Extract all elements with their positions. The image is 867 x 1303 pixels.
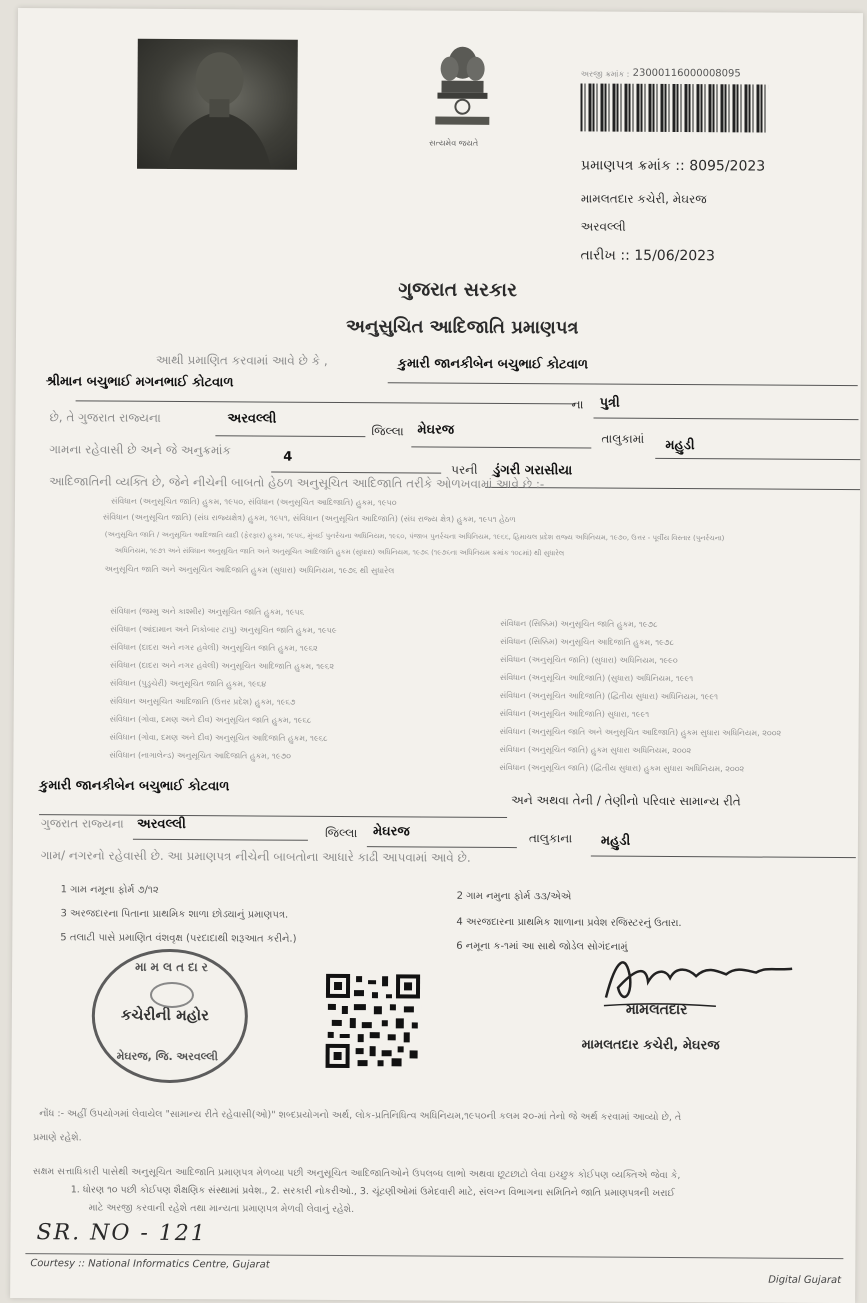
- order-right: સંવિધાન (સિક્કિમ) અનુસૂચિત જાતિ હુકમ, ૧૯૭૮: [500, 618, 658, 629]
- tribe-label: પરની: [451, 462, 478, 477]
- taluka-value: મેઘરજ: [417, 422, 455, 438]
- document-item: 3 અરજદારના પિતાના પ્રાથમિક શાળા છોડ્યાનું પ્રમાણપત્ર.: [60, 908, 289, 921]
- document-item: 4 અરજદારના પ્રાથમિક શાળાના પ્રવેશ રજિસ્ટરનું ઉતારા.: [456, 916, 682, 930]
- fine-print-line: સંવિધાન (અનુસૂચિત જાતિ) હુકમ, ૧૯૫૦, સંવિધાન (અનુસૂચિત આદિજાતિ) હુકમ, ૧૯૫૦: [110, 496, 397, 508]
- qr-code: [324, 972, 423, 1071]
- national-emblem-icon: [427, 41, 498, 151]
- district-label: જિલ્લા: [371, 424, 404, 439]
- order-left: સંવિધાન (નાગાલેન્ડ) અનુસૂચિત આદિજાતિ હુકમ, ૧૯૭૦: [109, 750, 291, 761]
- order-right: સંવિધાન (સિક્કિમ) અનુસૂચિત આદિજાતિ હુકમ, ૧૯૭૮: [500, 636, 674, 648]
- family-text: અને અથવા તેની / તેણીનો પરિવાર સામાન્ય રીતે: [511, 793, 741, 809]
- certificate-title: અનુસુચિત આદિજાતિ પ્રમાણપત્ર: [345, 316, 579, 339]
- residence-district-label: જિલ્લા: [324, 825, 358, 841]
- state-prefix: છે, તે ગુજરાત રાજ્યના: [49, 410, 161, 425]
- order-right: સંવિધાન (અનુસૂચિત આદિજાતિ) (દ્વિતીય સુધારા) અધિનિયમ, ૧૯૯૧: [499, 690, 719, 702]
- residence-taluka: મેઘરજ: [372, 824, 410, 840]
- relation: પુત્રી: [599, 395, 620, 411]
- footer-brand: Digital Gujarat: [768, 1274, 842, 1287]
- order-left: સંવિધાન (આંદામાન અને નિકોબાર ટાપુ) અનુસૂચિત જાતિ હુકમ, ૧૯૫૯: [110, 624, 337, 635]
- fine-print-line: (અનુસૂચિત જાતિ / અનુસૂચિત આદિજાતિ યાદી (ફેરફાર) હુકમ, ૧૯૫૬, મુંબઈ પુનર્રચના અધિનિયમ, ૧૯૬૦, પંજાબ પુનર્રચના અધિનિયમ, ૧૯૬૬, હિમાચલ પ્રદેશ રાજ્ય અધિનિયમ, ૧૯૭૦, ઉત્તર - પૂર્વીય વિસ્તાર (પુનર્રચના): [104, 530, 725, 543]
- anukram-prefix: ગામના રહેવાસી છે અને જે અનુક્રમાંક: [49, 442, 231, 458]
- district-value: અરવલ્લી: [227, 411, 277, 427]
- office-seal-stamp: [91, 948, 248, 1083]
- handwritten-serial-number: SR. NO - 121: [36, 1220, 207, 1247]
- note-text: નોંધ :- અહીં ઉપયોગમાં લેવાયેલ "સામાન્ય રીતે રહેવાસી(ઓ)" શબ્દપ્રયોગનો અર્થ, લોક-પ્રતિનિધિત્વ અધિનિયમ,૧૯૫૦ની કલમ ૨૦-માં તેનો જે અર્થ કરવામાં આવ્યો છે, તે: [39, 1108, 682, 1124]
- order-left: સંવિધાન (પુડુચેરી) અનુસૂચિત જાતિ હુકમ, ૧૯૬૪: [109, 678, 267, 689]
- note-text: પ્રમાણે રહેશે.: [33, 1132, 82, 1144]
- certificate-number: પ્રમાણપત્ર ક્રમાંક :: 8095/2023: [580, 157, 766, 175]
- na-label: ના: [571, 397, 584, 412]
- order-right: સંવિધાન (અનુસૂચિત આદિજાતિ) સુધારા, ૧૯૯૧: [499, 708, 650, 719]
- stamp-center-text: કચેરીની મહોર: [120, 1005, 209, 1025]
- stamp-top-text: મામલતદાર: [135, 959, 212, 975]
- officer-title: મામલતદાર: [625, 1001, 688, 1019]
- parent-name: શ્રીમાન બચુભાઈ મગનભાઈ કોટવાળ: [45, 374, 234, 391]
- barcode: [580, 83, 768, 132]
- order-left: સંવિધાન (દાદરા અને નગર હવેલી) અનુસૂચિત આદિજાતિ હુકમ, ૧૯૬૨: [109, 660, 335, 671]
- holder-name: કુમારી જાનકીબેન બચુભાઈ કોટવાળ: [397, 356, 589, 373]
- order-right: સંવિધાન (અનુસૂચિત જાતિ) (દ્વિતીય સુધારા) હુકમ સુધારા અધિનિયમ, ૨૦૦૨: [499, 762, 745, 774]
- statement-text: આદિજાતિની વ્યક્તિ છે, જેને નીચેની બાબતો હેઠળ અનુસૂચિત આદિજાતિ તરીકે ઓળખવામાં આવે છે :-: [49, 474, 545, 492]
- village-value: મહુડી: [665, 437, 695, 454]
- note-text: સક્ષમ સત્તાધિકારી પાસેથી અનુસૂચિત આદિજાતિ પ્રમાણપત્ર મેળવ્યા પછી અનુસૂચિત આદિજાતિઓને ઉપલબ્ધ લાભો અથવા છૂટછાટો લેવા ઇચ્છુક કોઈપણ વ્યક્તિએ જેવા કે,: [32, 1166, 681, 1182]
- order-right: સંવિધાન (અનુસૂચિત જાતિ અને અનુસૂચિત આદિજાતિ) હુકમ સુધારા અધિનિયમ, ૨૦૦૨: [499, 726, 782, 738]
- residence-taluka-label: તાલુકાના: [528, 831, 573, 846]
- tribe-value: ડુંગરી ગરાસીયા: [493, 462, 573, 479]
- document-item: 5 તલાટી પાસે પ્રમાણિત વંશવૃક્ષ (પરદાદાથી શરૂઆત કરીને.): [60, 932, 297, 945]
- document-item: 2 ગામ નમુના ફોર્મ ૩૩/એએ: [456, 890, 572, 903]
- fine-print-line: સંવિધાન (અનુસૂચિત જાતિ) (સંઘ રાજ્યક્ષેત્ર) હુકમ, ૧૯૫૧, સંવિધાન (અનુસૂચિત આદિજાતિ) (સંઘ રાજ્ય ક્ષેત્ર) હુકમ, ૧૯૫૧ હેઠળ: [102, 512, 516, 525]
- officer-office: મામલતદાર કચેરી, મેઘરજ: [581, 1037, 720, 1054]
- order-right: સંવિધાન (અનુસૂચિત આદિજાતિ) (સુધારા) અધિનિયમ, ૧૯૯૧: [499, 672, 694, 684]
- stamp-bottom-text: મેઘરજ, જિ. અરવલ્લી: [116, 1049, 218, 1064]
- order-right: સંવિધાન (અનુસૂચિત જાતિ) હુકમ સુધારા અધિનિયમ, ૨૦૦૨: [499, 744, 692, 756]
- order-left: સંવિધાન અનુસૂચિત આદિજાતિ (ઉત્તર પ્રદેશ) હુકમ, ૧૯૬૭: [109, 696, 296, 707]
- order-left: સંવિધાન (જમ્મુ અને કાશ્મીર) અનુસૂચિત જાતિ હુકમ, ૧૯૫૬: [110, 606, 305, 617]
- government-title: ગુજરાત સરકાર: [398, 278, 517, 302]
- order-left: સંવિધાન (ગોવા, દમણ અને દીવ) અનુસૂચિત જાતિ હુકમ, ૧૯૬૮: [109, 714, 312, 725]
- application-number-label: અરજી ક્રમાંક :: [580, 69, 630, 79]
- residence-district: અરવલ્લી: [136, 816, 186, 833]
- fine-print-line: અધિનિયમ, ૧૯૭૧ અને સંવિધાન અનુસૂચિત જાતિ અને અનુસૂચિત આદિજાતિ હુકમ (સુધારા) અધિનિયમ, ૧૯૭૬ (૧૯૭૬ના અધિનિયમ ક્રમાંક ૧૦૮માં) થી સુધારેલ: [114, 546, 565, 558]
- document-item: 6 નમૂના ક-૧માં આ સાથે જોડેલ સોગંદનામું: [456, 940, 628, 953]
- intro-text: આથી પ્રમાણિત કરવામાં આવે છે કે ,: [155, 352, 328, 368]
- note-text: માટે અરજી કરવાની રહેશે તથા માન્યતા પ્રમાણપત્ર મેળવી લેવાનું રહેશે.: [88, 1202, 355, 1216]
- residence-state-prefix: ગુજરાત રાજ્યના: [40, 816, 124, 831]
- fine-print-line: અનુસૂચિત જાતિ અને અનુસૂચિત આદિજાતિ હુકમ (સુધારા) અધિનિયમ, ૧૯૭૬ થી સુધારેલ: [104, 564, 395, 576]
- note-text: 1. ધોરણ ૧૦ પછી કોઈપણ શૈક્ષણિક સંસ્થામાં પ્રવેશ., 2. સરકારી નોકરીઓ., 3. ચૂંટણીઓમાં ઉમેદવારી માટે, સંલગ્ન વિભાગના સમિતિને જાતિ પ્રમાણપત્રની ખરાઈ: [70, 1184, 675, 1200]
- seal-emblem-icon: [150, 982, 194, 1008]
- document-item: 1 ગામ નમૂના ફોર્મ ૭/૧૨: [60, 884, 159, 896]
- order-left: સંવિધાન (ગોવા, દમણ અને દીવ) અનુસૂચિત આદિજાતિ હુકમ, ૧૯૬૮: [109, 732, 328, 743]
- application-number: 23000116000008095: [632, 67, 741, 80]
- order-left: સંવિધાન (દાદરા અને નગર હવેલી) અનુસૂચિત જાતિ હુકમ, ૧૯૬૨: [110, 642, 318, 653]
- taluka-label: તાલુકામાં: [601, 431, 645, 446]
- residence-village: મહુડી: [600, 833, 631, 849]
- issuing-office: મામલતદાર કચેરી, મેઘરજ: [580, 191, 707, 207]
- emblem-motto: સત્યમેવ જયતે: [429, 138, 479, 148]
- issuing-district: અરવલ્લી: [580, 219, 626, 234]
- residence-name: કુમારી જાનકીબેન બચુભાઈ કોટવાળ: [39, 778, 230, 795]
- order-right: સંવિધાન (અનુસૂચિત જાતિ) (સુધારા) અધિનિયમ, ૧૯૯૦: [500, 654, 678, 666]
- footer-courtesy: Courtesy :: National Informatics Centre, Gujarat: [30, 1258, 270, 1271]
- applicant-photo: [137, 39, 298, 170]
- residence-closing: ગામ/ નગરનો રહેવાસી છે. આ પ્રમાણપત્ર નીચેની બાબતોના આધારે કાઢી આપવામાં આવે છે.: [40, 848, 471, 865]
- anukram-value: 4: [283, 449, 293, 465]
- issue-date: તારીખ :: 15/06/2023: [580, 247, 716, 265]
- certificate-page: [10, 8, 863, 1303]
